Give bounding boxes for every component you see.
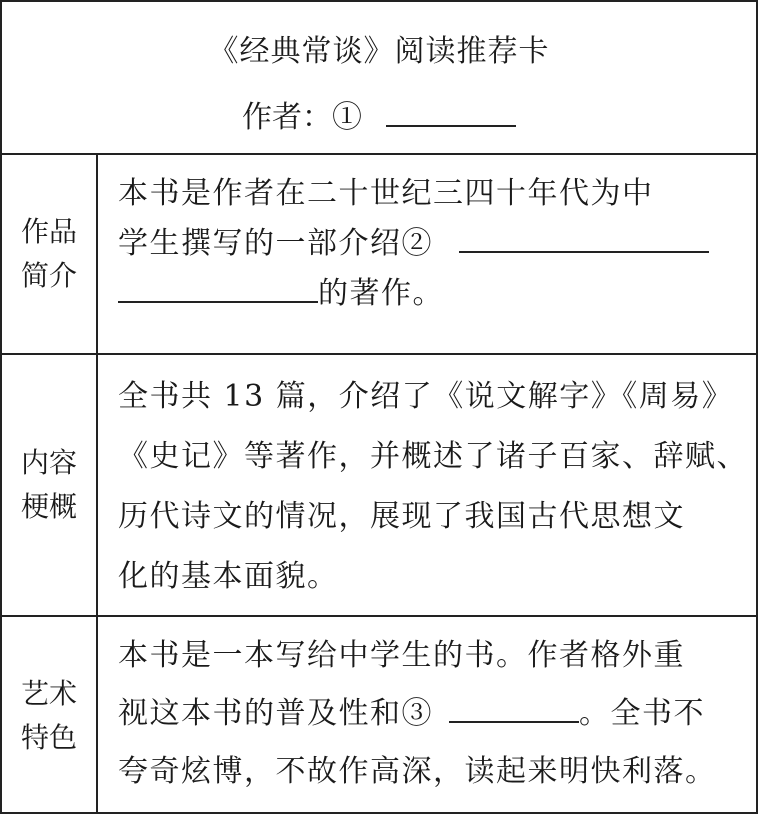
- text-line: 历代诗文的情况，展现了我国古代思想文: [118, 499, 685, 534]
- row-artistic-features: [2, 617, 756, 814]
- label-line: 作品: [20, 215, 77, 248]
- text-line: 《史记》等著作，并概述了诸子百家、辞赋、: [118, 439, 748, 474]
- text-line: 本书是一本写给中学生的书。作者格外重: [118, 638, 685, 673]
- row-content-content-summary: [98, 355, 756, 615]
- text-line: [118, 219, 742, 269]
- text-segment: 的著作。: [318, 276, 444, 311]
- text-line: [118, 685, 742, 743]
- row-label-work-intro: [2, 155, 98, 353]
- text-line: 化的基本面貌。: [118, 559, 339, 594]
- card-header: [2, 2, 756, 155]
- text-line: [118, 269, 742, 319]
- row-work-intro: [2, 155, 756, 355]
- row-label-artistic-features: [2, 617, 98, 814]
- text-segment: 。全书不: [579, 696, 705, 731]
- answer-blank-3[interactable]: [449, 691, 579, 723]
- row-content-artistic-features: [98, 617, 756, 814]
- card-title: 《经典常谈》阅读推荐卡: [208, 34, 550, 69]
- label-line: 简介: [20, 259, 77, 292]
- label-line: 艺术: [20, 676, 77, 710]
- answer-blank-2a[interactable]: [459, 221, 709, 253]
- text-segment: 学生撰写的一部介绍②: [118, 226, 433, 261]
- author-label: 作者：①: [242, 100, 362, 135]
- row-content-work-intro: [98, 155, 756, 353]
- text-line: 本书是作者在二十世纪三四十年代为中: [118, 176, 654, 211]
- text-line: 夸奇炫博，不故作高深，读起来明快利落。: [118, 754, 717, 789]
- text-line: 全书共 13 篇，介绍了《说文解字》《周易》: [118, 379, 734, 414]
- label-line: 内容: [20, 446, 77, 479]
- answer-blank-2b[interactable]: [118, 271, 318, 303]
- text-segment: 视这本书的普及性和③: [118, 696, 433, 731]
- row-label-content-summary: [2, 355, 98, 615]
- author-line: [242, 92, 516, 136]
- label-line: 特色: [20, 720, 77, 754]
- label-line: 梗概: [20, 490, 77, 523]
- author-blank[interactable]: [386, 99, 516, 127]
- row-content-summary: [2, 355, 756, 617]
